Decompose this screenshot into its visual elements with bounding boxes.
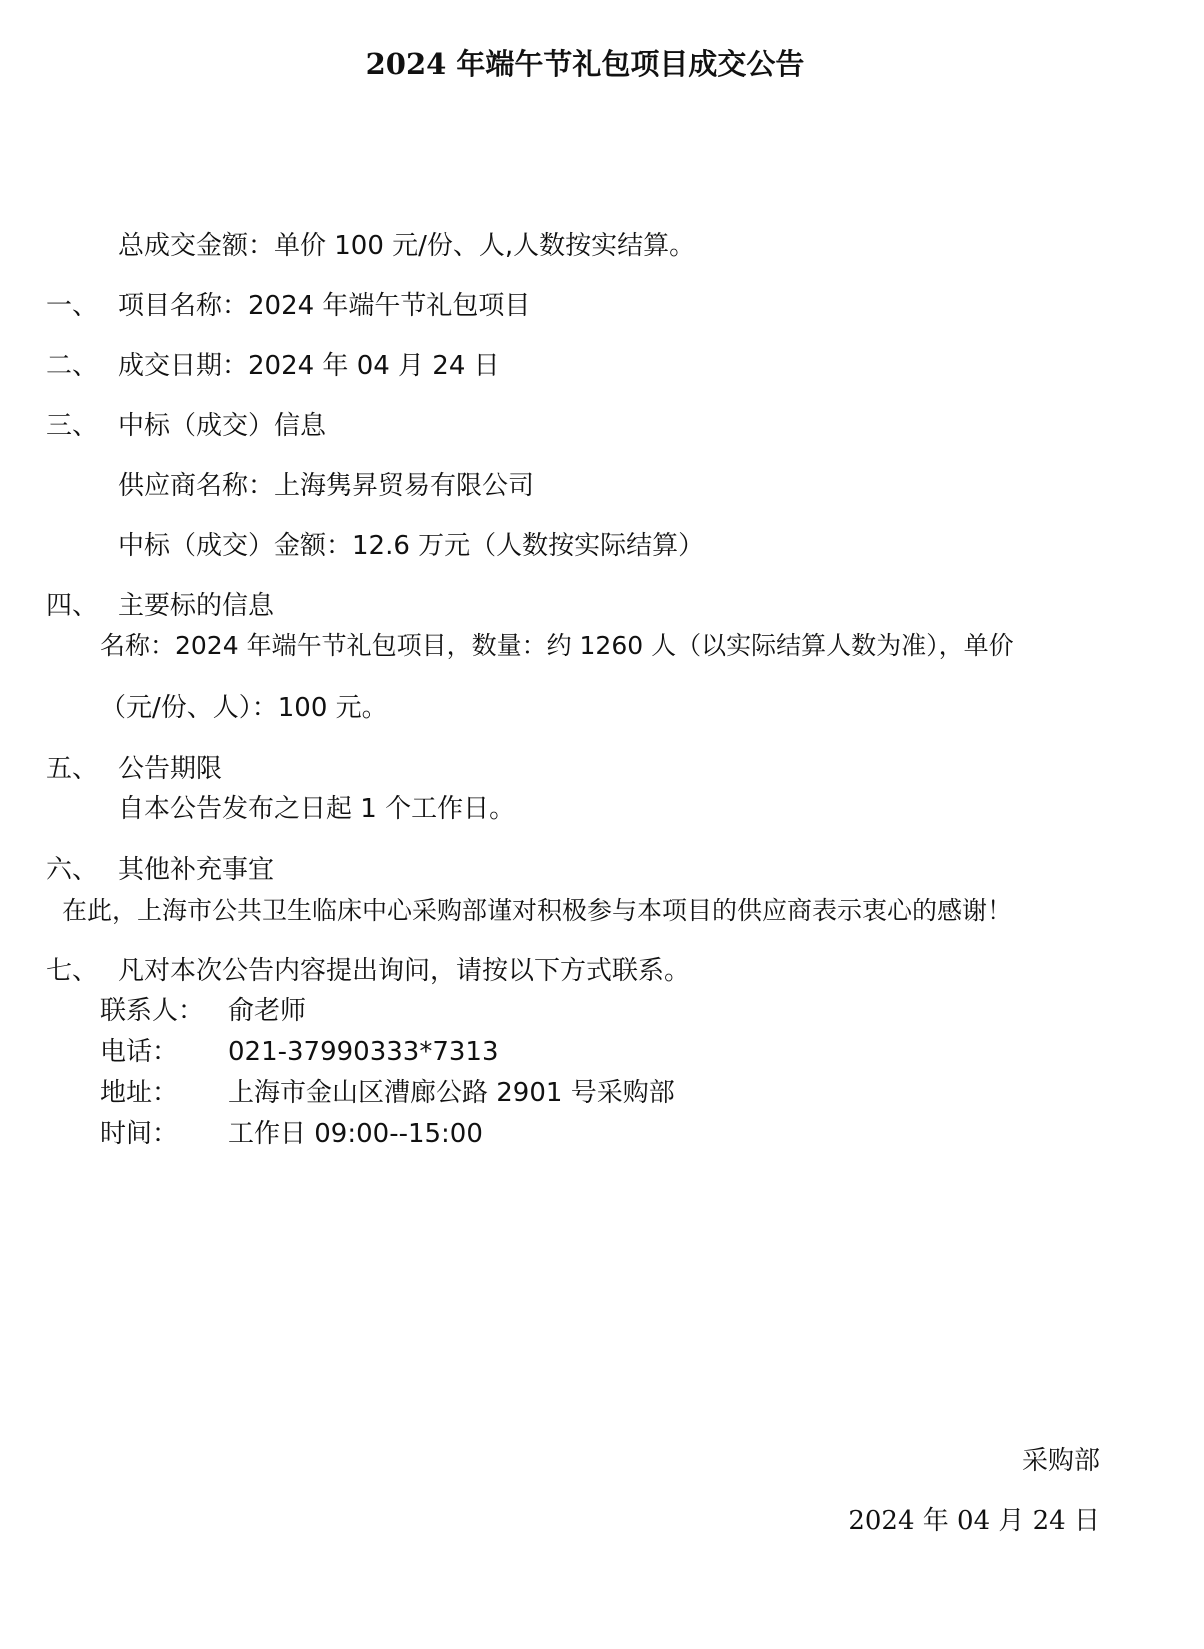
section-award-info: 中标（成交）信息: [118, 411, 327, 441]
section-number-6: 六、: [46, 855, 99, 885]
thanks-text: 在此，上海市公共卫生临床中心采购部谨对积极参与本项目的供应商表示衷心的感谢！: [62, 896, 1013, 925]
section-notice-period: 公告期限: [118, 754, 223, 784]
total-amount: 总成交金额：单价 100 元/份、人,人数按实结算。: [118, 231, 696, 261]
section-number-1: 一、: [46, 291, 99, 321]
section-contact: 凡对本次公告内容提出询问，请按以下方式联系。: [118, 956, 691, 986]
contact-value-address: 上海市金山区漕廊公路 2901 号采购部: [228, 1078, 675, 1108]
section-number-7: 七、: [46, 956, 99, 986]
section-number-2: 二、: [46, 351, 99, 381]
contact-value-person: 俞老师: [228, 996, 307, 1026]
section-number-3: 三、: [46, 411, 99, 441]
section-number-4: 四、: [46, 591, 99, 621]
signature-dept: 采购部: [1021, 1446, 1100, 1476]
contact-value-phone: 021-37990333*7313: [228, 1037, 499, 1067]
supplier-name: 供应商名称：上海隽昇贸易有限公司: [118, 471, 535, 501]
section-deal-date: 成交日期：2024 年 04 月 24 日: [118, 351, 500, 381]
page-title: 2024 年端午节礼包项目成交公告: [365, 47, 805, 81]
contact-label-time: 时间：: [100, 1119, 179, 1149]
notice-period-text: 自本公告发布之日起 1 个工作日。: [118, 794, 516, 824]
signature-date: 2024 年 04 月 24 日: [848, 1506, 1100, 1536]
contact-label-phone: 电话：: [100, 1037, 179, 1067]
section-project-name: 项目名称：2024 年端午节礼包项目: [118, 291, 531, 321]
subject-line-2: （元/份、人）：100 元。: [100, 693, 388, 723]
contact-label-person: 联系人：: [100, 996, 205, 1026]
contact-value-time: 工作日 09:00--15:00: [228, 1119, 483, 1149]
section-number-5: 五、: [46, 754, 99, 784]
award-amount: 中标（成交）金额：12.6 万元（人数按实际结算）: [118, 531, 705, 561]
contact-label-address: 地址：: [100, 1078, 179, 1108]
section-subject-info: 主要标的信息: [118, 591, 275, 621]
section-other-matters: 其他补充事宜: [118, 855, 275, 885]
subject-line-1: 名称：2024 年端午节礼包项目，数量：约 1260 人（以实际结算人数为准），单价: [100, 631, 1014, 660]
